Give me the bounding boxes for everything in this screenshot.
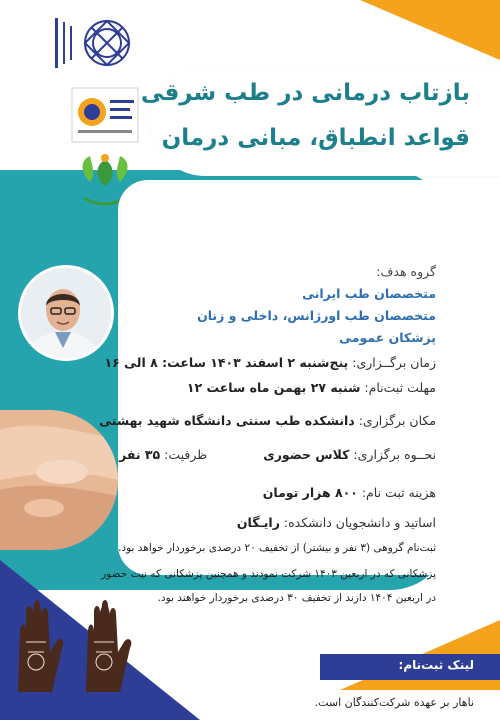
fee-value: ۸۰۰ هزار تومان — [262, 485, 358, 500]
location-row — [99, 413, 436, 428]
method-value: کلاس حضوری — [263, 447, 350, 462]
method-label: نحــوه برگزاری: — [353, 447, 436, 462]
method-row — [119, 447, 436, 462]
group-discount-note: ثبت‌نام گروهی (۳ نفر و بیشتر) از تخفیف ۲۰ درصدی برخوردار خواهد بود. — [118, 542, 436, 554]
students-value: رایـگان — [236, 515, 280, 530]
logos-column — [30, 8, 140, 220]
university-logo — [45, 8, 140, 78]
arbaeen-discount-note-line-2: در اربعین ۱۴۰۴ دارند از تخفیف ۳۰ درصدی برخوردار خواهند بود. — [157, 592, 436, 604]
instructor-photo — [18, 265, 114, 361]
target-group-item: پزشکان عمومی — [339, 330, 436, 345]
date-value: پنج‌شنبه ۲ اسفند ۱۴۰۳ ساعت: ۸ الی ۱۶ — [104, 355, 349, 370]
capacity-label: ظرفیت: — [164, 447, 208, 462]
deadline-label: مهلت ثبت‌نام: — [364, 380, 436, 395]
date-label: زمان برگــزاری: — [352, 355, 436, 370]
fee-row — [263, 485, 436, 500]
target-group-item: متخصصان طب ایرانی — [302, 286, 436, 301]
target-group-heading: گروه هدف: — [376, 264, 436, 279]
henna-hand-illustration — [8, 592, 148, 692]
location-value: دانشکده طب سنتی دانشگاه شهید بهشتی — [99, 413, 355, 428]
capacity-value: ۳۵ نفر — [119, 447, 161, 462]
date-row — [105, 355, 436, 370]
arbaeen-discount-note-line-1: پزشکانی که در اربعین ۱۴۰۳ شرکت نمودند و همچنین پزشکانی که نیت حضور — [101, 568, 436, 580]
course-title-line-2: قواعد انطباق، مبانی درمان — [161, 125, 470, 151]
students-row — [237, 515, 436, 530]
deadline-value: شنبه ۲۷ بهمن ماه ساعت ۱۲ — [186, 380, 361, 395]
registration-link-label[interactable]: لینک ثبت‌نام: — [398, 658, 474, 672]
target-group-item: متخصصان طب اورژانس، داخلی و زنان — [197, 308, 436, 323]
faculty-logo — [70, 86, 140, 144]
deadline-row — [187, 380, 436, 395]
orange-corner-decoration — [360, 0, 500, 60]
course-title-line-1: بازتاب درمانی در طب شرقی — [140, 80, 470, 106]
students-label: اساتید و دانشجویان دانشکده: — [283, 515, 436, 530]
fee-label: هزینه ثبت نام: — [361, 485, 436, 500]
lunch-note: ناهار بر عهده شرکت‌کنندگان است. — [314, 696, 474, 709]
location-label: مکان برگزاری: — [358, 413, 436, 428]
